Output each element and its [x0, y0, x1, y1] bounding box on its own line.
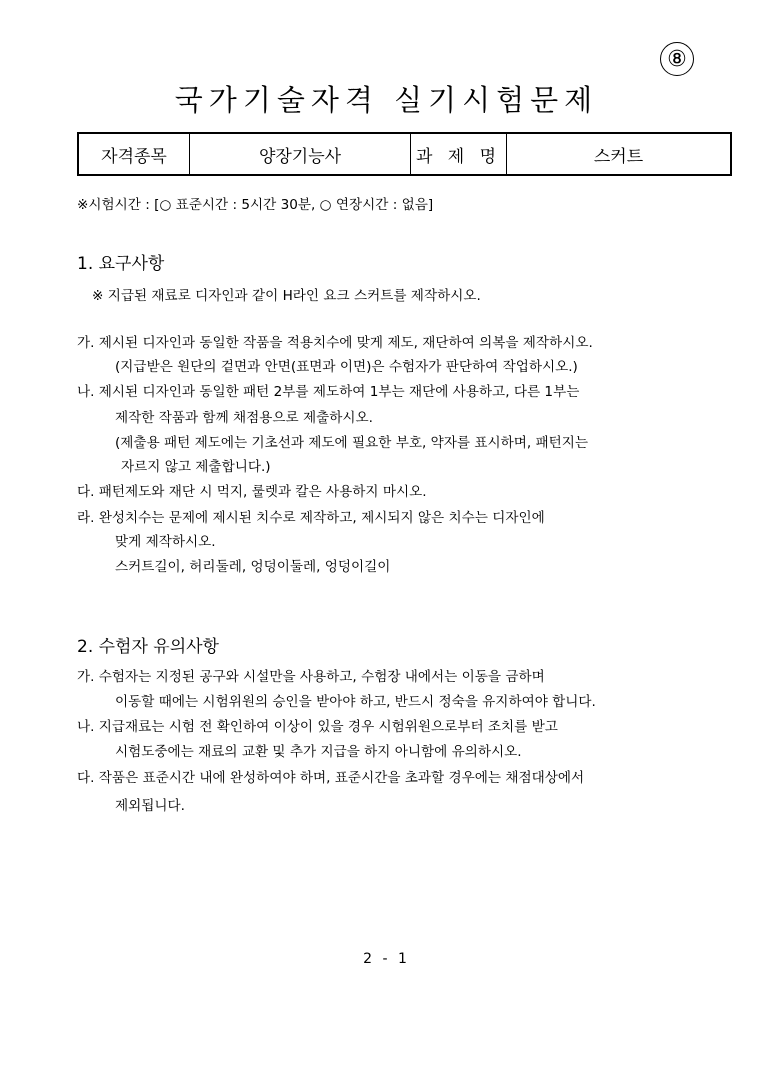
section1-heading: 1. 요구사항: [77, 254, 165, 274]
section2-line: 나. 지급재료는 시험 전 확인하여 이상이 있을 경우 시험위원으로부터 조치를 받고: [77, 719, 558, 735]
label-qualification: 자격종목: [78, 133, 190, 175]
section1-line: 나. 제시된 디자인과 동일한 패턴 2부를 제도하여 1부는 재단에 사용하고, 다른 1부는: [77, 384, 580, 400]
section1-line: (제출용 패턴 제도에는 기초선과 제도에 필요한 부호, 약자를 표시하며, 패턴지는: [115, 435, 589, 451]
exam-time: ※시험시간 : [○ 표준시간 : 5시간 30분, ○ 연장시간 : 없음]: [77, 197, 434, 213]
circled-page-number: ⑧: [660, 42, 694, 76]
section1-note: ※ 지급된 재료로 디자인과 같이 H라인 요크 스커트를 제작하시오.: [92, 288, 481, 304]
section1-line: 스커트길이, 허리둘레, 엉덩이둘레, 엉덩이길이: [115, 559, 391, 575]
section1-line: 자르지 않고 제출합니다.): [121, 459, 271, 475]
value-task-name: 스커트: [507, 133, 732, 175]
section2-line: 제외됩니다.: [115, 798, 185, 814]
section1-line: 라. 완성치수는 문제에 제시된 치수로 제작하고, 제시되지 않은 치수는 디자인에: [77, 510, 545, 526]
section1-line: 가. 제시된 디자인과 동일한 작품을 적용치수에 맞게 제도, 재단하여 의복을 제작하시오.: [77, 335, 593, 351]
label-task-name: 과 제 명: [411, 133, 507, 175]
section2-heading: 2. 수험자 유의사항: [77, 637, 219, 657]
document-title: 국가기술자격 실기시험문제: [174, 83, 599, 117]
info-table: [77, 132, 732, 176]
section1-line: 맞게 제작하시오.: [115, 534, 216, 550]
value-qualification: 양장기능사: [190, 133, 411, 175]
section1-line: (지급받은 원단의 겉면과 안면(표면과 이면)은 수험자가 판단하여 작업하시오.): [115, 359, 578, 375]
section2-line: 다. 작품은 표준시간 내에 완성하여야 하며, 표준시간을 초과할 경우에는 채점대상에서: [77, 770, 585, 786]
page-footer: 2 - 1: [363, 951, 410, 967]
section2-line: 가. 수험자는 지정된 공구와 시설만을 사용하고, 수험장 내에서는 이동을 금하며: [77, 669, 545, 685]
section1-line: 제작한 작품과 함께 채점용으로 제출하시오.: [115, 410, 373, 426]
section2-line: 이동할 때에는 시험위원의 승인을 받아야 하고, 반드시 정숙을 유지하여야 합니다.: [115, 694, 596, 710]
section2-line: 시험도중에는 재료의 교환 및 추가 지급을 하지 아니함에 유의하시오.: [115, 744, 522, 760]
section1-line: 다. 패턴제도와 재단 시 먹지, 룰렛과 칼은 사용하지 마시오.: [77, 484, 427, 500]
